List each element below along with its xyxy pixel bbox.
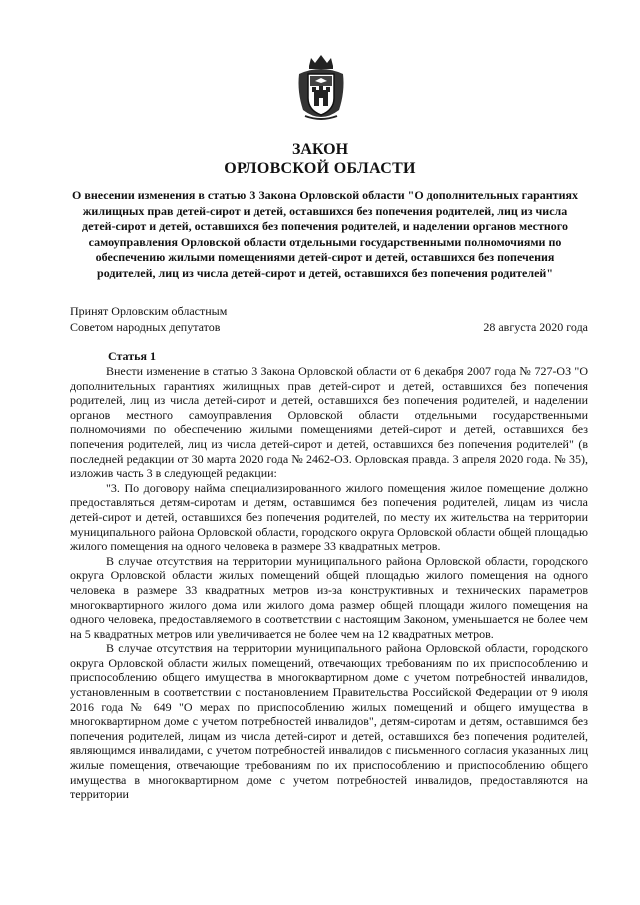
coat-of-arms-icon (295, 52, 347, 124)
article-paragraph: Внести изменение в статью 3 Закона Орловской области от 6 декабря 2007 года № 727-ОЗ "О дополнительных гарантиях жилищных прав детей-сирот и детей, оставшихся без попечения родителей, лиц из числа детей-сирот и детей, оставшихся без попечения родителей, и наделении органов местного самоуправления Орловской области отдельными государственными полномочиями по обеспечению жилыми помещениями детей-сирот и детей, оставшихся без попечения родителей, лиц из числа детей-сирот и детей, оставшихся без попечения родителей" (в последней редакции от 30 марта 2020 года № 2462-ОЗ. Орловская правда. 3 апреля 2020 года. № 35), изложив часть 3 в следующей редакции: (70, 364, 588, 481)
article-paragraph: "3. По договору найма специализированного жилого помещения жилое помещение должно предоставляться детям-сиротам и детям, оставшимся без попечения родителей, лицам из числа детей-сирот и детей, оставшихся без попечения родителей, по месту их жительства на территории муниципального района Орловской области, городского округа Орловской области общей площадью жилого помещения на одного человека в размере 33 квадратных метров. (70, 480, 588, 554)
article-heading: Статья 1 (108, 349, 156, 363)
law-subject: О внесении изменения в статью 3 Закона Орловской области "О дополнительных гарантиях жилищных прав детей-сирот и детей, оставшихся без попечения родителей, лиц из числа детей-сирот и детей, оставшихся без попечения родителей, и наделении органов местного самоуправления Орловской области отдельными государственными полномочиями по обеспечению жилыми помещениями детей-сирот и детей, оставшихся без попечения родителей, лиц из числа детей-сирот и детей, оставшихся без попечения родителей" (72, 188, 578, 280)
adoption-line1: Принят Орловским областным (70, 304, 228, 318)
adoption-date: 28 августа 2020 года (483, 320, 588, 334)
law-title-line1: ЗАКОН (291, 141, 349, 158)
article-paragraph: В случае отсутствия на территории муниципального района Орловской области, городского округа Орловской области жилых помещений, отвечающих требованиям по их приспособлению и приспособлению общего имущества в многоквартирном доме с учетом потребностей инвалидов, установленным в соответствии с постановлением Правительства Российской Федерации от 9 июля 2016 года № 649 "О мерах по приспособлению жилых помещений и общего имущества в многоквартирном доме с учетом потребностей инвалидов", детям-сиротам и детям, оставшимся без попечения родителей, лицам из числа детей-сирот и детей, оставшихся без попечения родителей, являющимся инвалидами, с учетом потребностей инвалидов с письменного согласия указанных лиц жилые помещения, отвечающие требованиям по их приспособлению и приспособлению общего имущества в многоквартирном доме с учетом потребностей инвалидов, предоставляются на территории (70, 641, 588, 802)
adoption-line2: Советом народных депутатов (70, 319, 221, 334)
article-body (70, 364, 588, 802)
law-title-line2: ОРЛОВСКОЙ ОБЛАСТИ (224, 160, 416, 177)
adoption-block (70, 304, 227, 335)
article-paragraph: В случае отсутствия на территории муниципального района Орловской области, городского округа Орловской области жилых помещений общей площадью жилого помещения на одного человека в размере 33 квадратных метров из-за конструктивных и технических параметров многоквартирного жилого дома или жилого дома размер общей площади жилого помещения на одного человека, предоставляемого в соответствии с настоящим Законом, уменьшается не более чем на 5 квадратных метров или увеличивается не более чем на 12 квадратных метров. (70, 553, 588, 641)
